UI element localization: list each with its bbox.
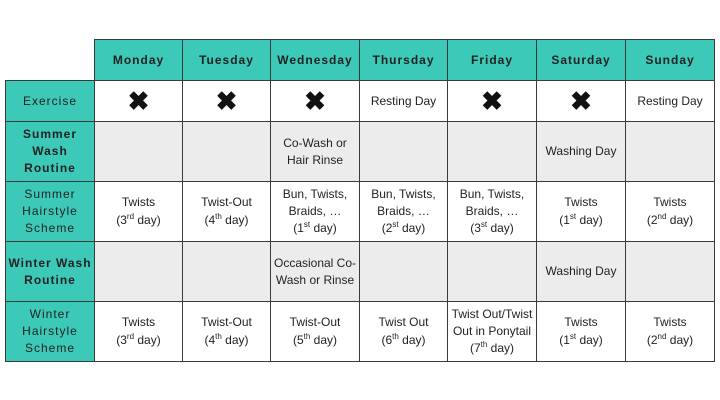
day-count-tail: day)	[310, 333, 338, 347]
day-count-ordinal: th	[392, 332, 399, 341]
winter-wash-wednesday: Occasional Co-Wash or Rinse	[271, 242, 360, 302]
hairstyle-text: Twists	[653, 195, 687, 210]
winter-wash-saturday: Washing Day	[537, 242, 626, 302]
hairstyle-text: Twist-Out	[289, 315, 341, 330]
exercise-saturday	[537, 81, 626, 122]
summer-style-saturday	[537, 182, 626, 242]
summer-style-row	[6, 182, 715, 242]
summer-style-tuesday	[183, 182, 271, 242]
winter-style-row	[6, 302, 715, 362]
day-count-tail: day)	[666, 213, 694, 227]
day-count	[559, 333, 603, 347]
day-count-number: (4	[204, 213, 216, 227]
winter-wash-row	[6, 242, 715, 302]
day-count	[204, 213, 248, 227]
day-count-ordinal: nd	[657, 332, 667, 341]
hairstyle-text: Bun, Twists, Braids, …	[371, 186, 436, 218]
day-count-ordinal: st	[392, 220, 399, 230]
hairstyle-text: Twist-Out	[201, 195, 252, 210]
summer-style-thursday	[360, 182, 448, 242]
winter-style-sunday	[626, 302, 715, 362]
day-count	[293, 333, 337, 347]
winter-style-thursday	[360, 302, 448, 362]
summer-wash-saturday: Washing Day	[537, 122, 626, 182]
exercise-sunday: Resting Day	[626, 81, 715, 122]
day-count	[116, 213, 160, 227]
exercise-thursday: Resting Day	[360, 81, 448, 122]
hairstyle-text: Twists	[121, 315, 156, 330]
day-count-tail: day)	[310, 221, 337, 236]
day-count-tail: day)	[134, 333, 161, 347]
day-header-wednesday: Wednesday	[271, 40, 360, 81]
day-count-number: (5	[292, 333, 304, 347]
day-count-number: (2	[381, 221, 393, 236]
summer-wash-tuesday	[183, 122, 271, 182]
winter-wash-sunday	[626, 242, 715, 302]
day-count-ordinal: st	[303, 220, 311, 230]
summer-wash-friday	[448, 122, 537, 182]
winter-style-tuesday	[183, 302, 271, 362]
day-count-ordinal: th	[215, 212, 222, 221]
day-header-saturday: Saturday	[537, 40, 626, 81]
hairstyle-text: Twists	[564, 315, 598, 330]
header-row	[6, 40, 715, 81]
day-count-number: (6	[381, 333, 393, 347]
day-count-tail: day)	[221, 333, 249, 347]
day-count-number: (7	[469, 341, 481, 356]
day-count-number: (3	[116, 213, 127, 227]
day-count-ordinal: st	[569, 212, 577, 221]
day-count-number: (4	[204, 333, 216, 347]
hairstyle-text: Bun, Twists, Braids, …	[282, 186, 348, 218]
exercise-friday	[448, 81, 537, 122]
summer-wash-monday	[95, 122, 183, 182]
day-count-tail: day)	[487, 341, 515, 356]
exercise-monday	[95, 81, 183, 122]
weekly-hair-schedule-table	[5, 39, 715, 362]
day-count-number: (2	[646, 333, 658, 347]
day-header-thursday: Thursday	[360, 40, 448, 81]
day-count-tail: day)	[487, 221, 514, 236]
x-mark-icon: ✖	[304, 85, 326, 116]
exercise-tuesday	[183, 81, 271, 122]
corner-cell	[6, 40, 95, 81]
day-count-ordinal: th	[480, 340, 488, 350]
day-count-ordinal: th	[303, 332, 311, 341]
row-label-winter-wash: Winter Wash Routine	[6, 242, 95, 302]
day-count	[382, 221, 426, 235]
day-count	[204, 333, 248, 347]
day-count-tail: day)	[576, 333, 603, 347]
x-mark-icon: ✖	[481, 85, 503, 116]
hairstyle-text: Twist Out/Twist Out in Ponytail	[451, 306, 533, 338]
hairstyle-text: Twist Out	[378, 315, 429, 330]
summer-wash-wednesday: Co-Wash or Hair Rinse	[271, 122, 360, 182]
day-count	[559, 213, 603, 227]
day-count-ordinal: rd	[126, 332, 135, 341]
day-count-ordinal: rd	[126, 212, 135, 221]
row-label-exercise: Exercise	[6, 81, 95, 122]
x-mark-icon: ✖	[570, 85, 592, 116]
day-count	[647, 213, 693, 227]
row-label-winter-style: Winter Hairstyle Scheme	[6, 302, 95, 362]
row-label-summer-wash: Summer Wash Routine	[6, 122, 95, 182]
day-count-tail: day)	[666, 333, 694, 347]
winter-wash-friday	[448, 242, 537, 302]
winter-wash-tuesday	[183, 242, 271, 302]
winter-wash-monday	[95, 242, 183, 302]
hairstyle-text: Bun, Twists, Braids, …	[459, 186, 525, 218]
row-label-summer-style: Summer Hairstyle Scheme	[6, 182, 95, 242]
exercise-row	[6, 81, 715, 122]
summer-wash-sunday	[626, 122, 715, 182]
winter-style-saturday	[537, 302, 626, 362]
day-count-number: (2	[646, 213, 658, 227]
day-count-tail: day)	[134, 213, 161, 227]
day-count	[647, 333, 693, 347]
day-count	[293, 221, 337, 235]
day-count-tail: day)	[398, 333, 426, 347]
summer-style-monday	[95, 182, 183, 242]
day-header-friday: Friday	[448, 40, 537, 81]
day-count-ordinal: st	[569, 332, 577, 341]
day-count-number: (1	[559, 333, 570, 347]
hairstyle-text: Twists	[653, 315, 687, 330]
winter-wash-thursday	[360, 242, 448, 302]
winter-style-monday	[95, 302, 183, 362]
day-count-ordinal: th	[215, 332, 222, 341]
winter-style-wednesday	[271, 302, 360, 362]
day-header-monday: Monday	[95, 40, 183, 81]
day-count-ordinal: nd	[657, 212, 667, 221]
day-count-number: (3	[116, 333, 127, 347]
day-count-ordinal: st	[480, 220, 488, 230]
winter-style-friday	[448, 302, 537, 362]
summer-wash-row	[6, 122, 715, 182]
hairstyle-text: Twists	[121, 195, 156, 210]
day-count	[470, 341, 514, 355]
x-mark-icon: ✖	[127, 85, 150, 116]
day-count	[381, 333, 425, 347]
day-count-number: (1	[559, 213, 570, 227]
day-header-sunday: Sunday	[626, 40, 715, 81]
summer-wash-thursday	[360, 122, 448, 182]
summer-style-friday	[448, 182, 537, 242]
hairstyle-text: Twist-Out	[201, 315, 252, 330]
hairstyle-text: Twists	[564, 195, 598, 210]
day-count	[116, 333, 160, 347]
day-count-number: (3	[470, 221, 481, 236]
x-mark-icon: ✖	[215, 85, 238, 116]
day-header-tuesday: Tuesday	[183, 40, 271, 81]
summer-style-wednesday	[271, 182, 360, 242]
day-count-tail: day)	[398, 221, 426, 236]
day-count-tail: day)	[576, 213, 603, 227]
day-count-tail: day)	[221, 213, 249, 227]
day-count-number: (1	[293, 221, 304, 236]
day-count	[470, 221, 514, 235]
summer-style-sunday	[626, 182, 715, 242]
exercise-wednesday	[271, 81, 360, 122]
